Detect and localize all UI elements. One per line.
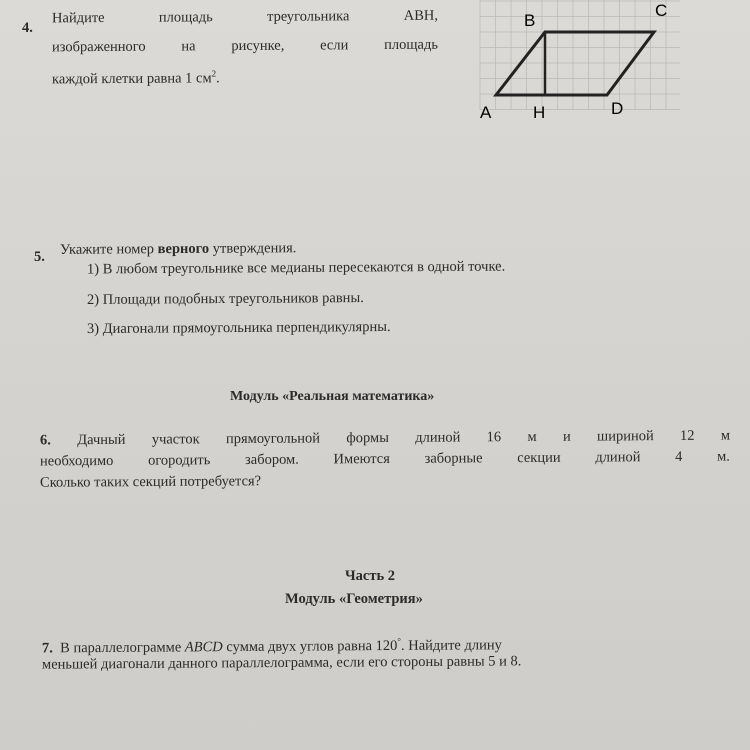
task6-word: заборные — [424, 450, 483, 467]
label-b: B — [524, 11, 536, 30]
task6-word: 16 — [486, 429, 502, 446]
task5-option-1: 1) В любом треугольнике все медианы пересекаются в одной точке. — [86, 258, 506, 278]
label-d: D — [611, 99, 624, 118]
task5-prompt — [60, 238, 297, 260]
task5-option-2: 2) Площади подобных треугольников равны. — [86, 290, 364, 308]
task6-word: Дачный — [77, 431, 126, 449]
task6-word: шириной — [596, 428, 654, 445]
task4-word: изображенного — [51, 38, 146, 56]
task4-word: площадь — [384, 36, 439, 54]
task6-word: секции — [517, 449, 561, 467]
part2-heading: Часть 2 — [345, 568, 395, 584]
module-geom-heading: Модуль «Геометрия» — [285, 591, 423, 607]
task5-number: 5. — [34, 249, 45, 265]
task5-prompt-end: утверждения. — [209, 240, 297, 257]
task6-word: участок — [151, 431, 200, 448]
task6-line2 — [40, 447, 730, 472]
task6-word: 4 — [675, 448, 683, 465]
task6-word: необходимо — [39, 452, 114, 470]
task7-degree: ° — [397, 636, 401, 647]
module-real-heading: Модуль «Реальная математика» — [230, 389, 435, 404]
task4-word: Найдите — [51, 9, 105, 27]
task4-number: 4. — [22, 20, 33, 36]
label-c: C — [655, 1, 668, 20]
grid-figure — [470, 0, 680, 125]
task4-word: рисунке, — [231, 37, 285, 55]
task6-word: длиной — [415, 429, 461, 446]
task7-line1-end: сумма двух углов равна 120 — [222, 637, 398, 656]
task4-word: если — [320, 37, 349, 54]
task4-word: ABH, — [403, 7, 439, 24]
task4-word: треугольника — [266, 8, 350, 25]
task6-word: м — [720, 427, 731, 444]
task4-word: площадь — [158, 9, 213, 26]
task6-word: огородить — [148, 452, 211, 469]
task5-prompt-start: Укажите номер — [59, 241, 158, 258]
task6-word: Имеются — [333, 450, 390, 468]
task4-line3-sup: 2 — [211, 68, 217, 79]
label-a: A — [480, 103, 492, 122]
task6-line3: Сколько таких секций потребуется? — [39, 473, 262, 491]
task6-word: прямоугольной — [225, 430, 321, 448]
task6-word: длиной — [595, 449, 641, 466]
task7-line1-tail: . Найдите длину — [400, 637, 502, 654]
task7-line1-start: В параллелограмме — [60, 639, 185, 657]
task5-option-3: 3) Диагонали прямоугольника перпендикулярны. — [86, 318, 391, 338]
task4-line3 — [52, 63, 220, 89]
task4-word: на — [181, 38, 196, 55]
task7-line1-ital: ABCD — [184, 639, 223, 656]
task6-word: м. — [717, 448, 730, 465]
task7-line2: меньшей диагонали данного параллелограмма, если его стороны равны 5 и 8. — [41, 653, 522, 673]
task4-line1 — [52, 6, 438, 29]
task6-word: забором. — [244, 451, 299, 468]
task6-number: 6. — [39, 432, 51, 449]
task4-line3-text: каждой клетки равна 1 см — [51, 70, 212, 88]
label-h: H — [533, 103, 546, 122]
task6-word: 12 — [679, 427, 695, 444]
task4-line2 — [52, 35, 438, 58]
task6-word: формы — [346, 429, 389, 447]
task5-prompt-bold: верного — [157, 240, 210, 258]
task6-word: м — [527, 428, 537, 446]
task6-word: и — [562, 428, 571, 445]
task7-number: 7. — [41, 640, 53, 657]
task4-line3-end: . — [216, 70, 220, 87]
parallelogram-abcd — [496, 32, 654, 95]
